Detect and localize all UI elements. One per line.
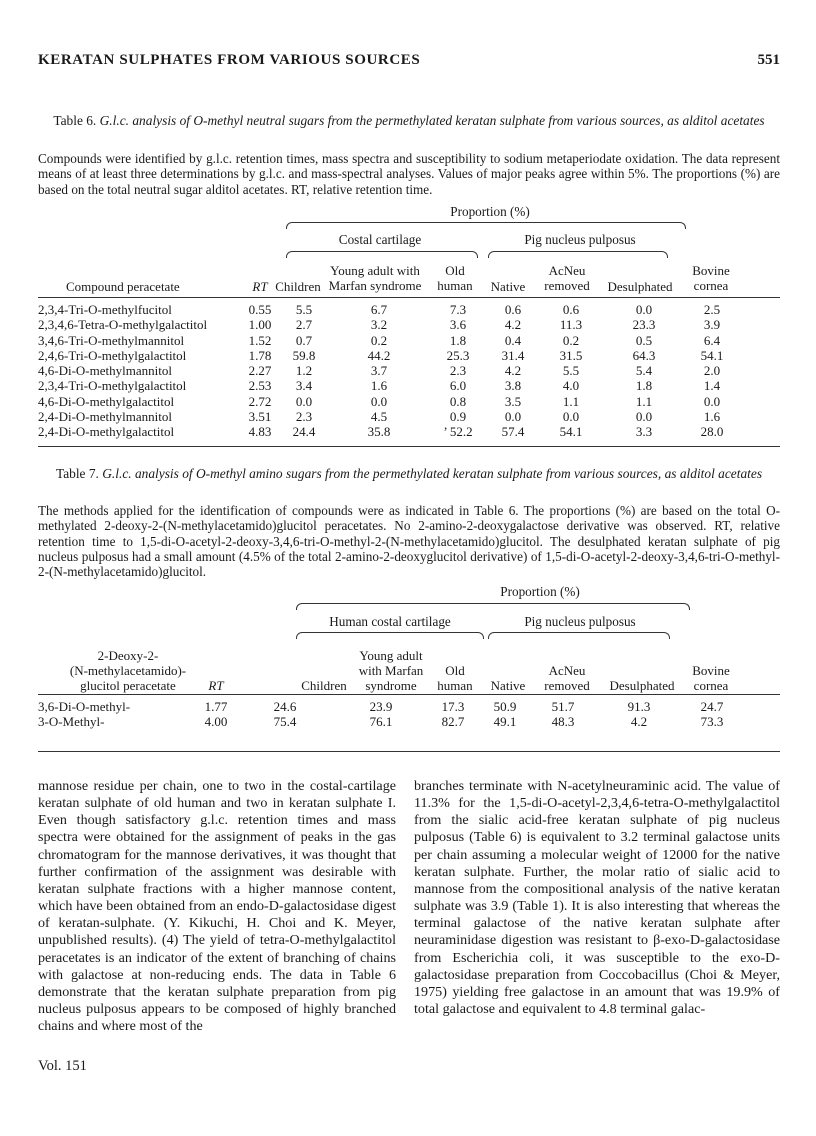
table6-col-desulphated: Desulphated xyxy=(607,279,673,294)
table7-bottom-rule xyxy=(38,751,780,752)
table7-label: Table 7. xyxy=(55,466,99,481)
table7-col-compound xyxy=(38,648,218,693)
table6-value-cell: 3.7 xyxy=(370,363,388,379)
table7-col-young-line2: with Marfan xyxy=(358,663,424,678)
page-number: 551 xyxy=(757,52,780,68)
table7-col-bovine-line2: cornea xyxy=(693,678,729,693)
table6-value-cell: 3.4 xyxy=(295,378,313,394)
table7-col-compound-line2: (N-methylacetamido)- xyxy=(69,663,187,678)
table6-value-cell: 0.5 xyxy=(635,332,653,348)
table6-row xyxy=(38,363,738,378)
table6-value-cell: 28.0 xyxy=(700,424,724,440)
table7-caption xyxy=(38,466,780,481)
table7-value-cell: 49.1 xyxy=(493,714,517,730)
table6-compound-cell: 2,4-Di-O-methylmannitol xyxy=(38,409,172,425)
table6-value-cell: 4.2 xyxy=(504,317,522,333)
table6-group-pig: Pig nucleus pulposus xyxy=(524,232,636,247)
table6-value-cell: 0.6 xyxy=(562,302,580,317)
table6-value-cell: 5.5 xyxy=(295,302,313,317)
table7-col-old-line1: Old xyxy=(445,663,465,678)
table6-value-cell: 1.4 xyxy=(703,378,721,394)
table6-value-cell: 2.3 xyxy=(449,363,467,379)
table6-body xyxy=(38,302,738,440)
table7-value-cell: 1.77 xyxy=(204,699,228,714)
table7-value-cell: 73.3 xyxy=(700,714,724,730)
table6-proportion-header: Proportion (%) xyxy=(450,204,530,219)
table6-value-cell: 4.83 xyxy=(248,424,272,440)
table7-row xyxy=(38,699,740,714)
table6-compound-cell: 2,3,4-Tri-O-methylfucitol xyxy=(38,302,172,317)
table6-value-cell: 2.7 xyxy=(295,317,313,333)
table6-col-children: Children xyxy=(275,279,321,294)
table6-value-cell: 54.1 xyxy=(700,347,724,363)
table6-value-cell: 23.3 xyxy=(632,317,656,333)
table6-value-cell: 0.0 xyxy=(295,393,313,409)
table6-value-cell: 1.78 xyxy=(248,347,272,363)
table6-compound-cell: 2,3,4,6-Tetra-O-methylgalactitol xyxy=(38,317,208,333)
table6-value-cell: 3.3 xyxy=(635,424,653,440)
table6-value-cell: 7.3 xyxy=(449,302,467,317)
table6-value-cell: 1.1 xyxy=(635,393,653,409)
table7-group-costal: Human costal cartilage xyxy=(329,614,451,629)
table7-body xyxy=(38,699,740,730)
table6-pig-brace xyxy=(488,251,668,258)
table6-row xyxy=(38,317,738,332)
table6-col-bovine-line2: cornea xyxy=(693,278,729,293)
table7-header-rule xyxy=(38,694,780,695)
table6-group-costal: Costal cartilage xyxy=(338,232,422,247)
table6-value-cell: 35.8 xyxy=(367,424,391,440)
table6-value-cell: 64.3 xyxy=(632,347,656,363)
table6-value-cell: 0.2 xyxy=(562,332,580,348)
table7-col-young-adult xyxy=(350,648,432,693)
table6-note: Compounds were identified by g.l.c. retention times, mass spectra and susceptibility to sodium metaperiodate oxidation. The data represent means of at least three determinations by g.l.c. and mass-spectral analyses. Values of major peaks agree within 5%. The proportions (%) are based on the total neutral sugar alditol acetates. RT, relative retention time. xyxy=(38,151,780,197)
table6-value-cell: 3.9 xyxy=(703,317,721,333)
table6-value-cell: 0.0 xyxy=(703,393,721,409)
table6-value-cell: 0.6 xyxy=(504,302,522,317)
table6-header-rule xyxy=(38,297,780,298)
table6-value-cell: 11.3 xyxy=(559,317,583,333)
table6-value-cell: 0.0 xyxy=(370,393,388,409)
table6-value-cell: 3.5 xyxy=(504,393,522,409)
table6-value-cell: 0.8 xyxy=(449,393,467,409)
table6-compound-cell: 4,6-Di-O-methylgalactitol xyxy=(38,393,175,409)
table6-row xyxy=(38,302,738,317)
table6-col-acneu xyxy=(536,263,598,293)
table6-value-cell: 0.0 xyxy=(635,409,653,425)
table7-col-compound-line1: 2-Deoxy-2- xyxy=(97,648,159,663)
table7-col-compound-line3: glucitol peracetate xyxy=(80,678,176,693)
table6-label: Table 6. xyxy=(53,113,97,128)
table7-pig-brace xyxy=(488,632,670,639)
table6-value-cell: 59.8 xyxy=(292,347,316,363)
table6-value-cell: 4.2 xyxy=(504,363,522,379)
table6-value-cell: 1.52 xyxy=(248,332,272,348)
table6-value-cell: ’ 52.2 xyxy=(443,424,473,440)
table6-compound-cell: 4,6-Di-O-methylmannitol xyxy=(38,363,172,379)
table7-row xyxy=(38,714,740,729)
body-left-column: mannose residue per chain, one to two in the costal-cartilage keratan sulphate of old human and two in keratan sulphate I. Even though satisfactory g.l.c. retention times and mass spectra were obtained for the assignment of peaks in the gas chromatogram for the mannose derivatives, it was thought that further confirmation of the assignment was desirable with keratan sulphate fractions with a higher mannose content, which have been obtained from an endo-D-galactosidase digest of keratan-sulphate. (Y. Kikuchi, H. Choi and K. Meyer, unpublished results). (4) The yield of tetra-O-methylgalactitol peracetates is an indicator of the extent of branching of chains with galactose at non-reducing ends. The data in Table 6 demonstrate that the keratan sulphate preparation from pig nucleus pulposus appears to be composed of highly branched chains and where most of the xyxy=(38,778,396,1035)
table6-col-young-adult xyxy=(320,263,430,293)
table6-bottom-rule xyxy=(38,446,780,447)
table6-value-cell: 6.7 xyxy=(370,302,388,317)
table6-col-old xyxy=(432,263,478,293)
table6-value-cell: 5.5 xyxy=(562,363,580,379)
table6-value-cell: 44.2 xyxy=(367,347,391,363)
table7-col-acneu-line1: AcNeu xyxy=(548,663,586,678)
table7-col-old xyxy=(432,663,478,693)
table7-col-acneu-line2: removed xyxy=(544,678,590,693)
table7-compound-cell: 3,6-Di-O-methyl- xyxy=(38,699,131,714)
table6-value-cell: 2.5 xyxy=(703,302,721,317)
table7-col-acneu xyxy=(536,663,598,693)
table6-costal-brace xyxy=(286,251,478,258)
table6-col-bovine-line1: Bovine xyxy=(692,263,730,278)
table6-value-cell: 1.6 xyxy=(703,409,721,425)
table7-title: G.l.c. analysis of O-methyl amino sugars from the permethylated keratan sulphate from various sources, as alditol acetates xyxy=(102,466,763,481)
table6-compound-cell: 2,4,6-Tri-O-methylgalactitol xyxy=(38,347,187,363)
table7-col-young-line1: Young adult xyxy=(359,648,423,663)
table7-note: The methods applied for the identification of compounds were as indicated in Table 6. The proportions (%) are based on the total O-methylated 2-deoxy-2-(N-methylacetamido)glucitol peracetates. No 2-amino-2-deoxygalactose derivative was observed. RT, relative retention time to 1,5-di-O-acetyl-2-deoxy-3,4,6-tri-O-methyl-2-(N-methylacetamido)glucitol. The desulphated keratan sulphate of pig nucleus pulposus had a small amount (4.5% of the total 2-amino-2-deoxyglucitol derivative) of 1,5-di-O-acetyl-2-deoxy-3,4,6-tri-O-methyl-2-(N-methylacetamido)glucitol. xyxy=(38,503,780,580)
table6-value-cell: 0.0 xyxy=(504,409,522,425)
volume-footer: Vol. 151 xyxy=(38,1058,87,1074)
table6-value-cell: 0.7 xyxy=(295,332,313,348)
table7-value-cell: 24.6 xyxy=(273,699,297,714)
table6-value-cell: 57.4 xyxy=(501,424,525,440)
table6-value-cell: 3.51 xyxy=(248,409,272,425)
table6-value-cell: 54.1 xyxy=(559,424,583,440)
table7-col-old-line2: human xyxy=(437,678,473,693)
table6-value-cell: 4.5 xyxy=(370,409,388,425)
table6-value-cell: 1.1 xyxy=(562,393,580,409)
table6-value-cell: 24.4 xyxy=(292,424,316,440)
table6-row xyxy=(38,409,738,424)
table6-col-old-line2: human xyxy=(437,278,473,293)
table6-value-cell: 6.4 xyxy=(703,332,721,348)
table6-col-young-adult-line1: Young adult with xyxy=(330,263,420,278)
table6-col-rt: RT xyxy=(252,279,268,294)
table6-col-acneu-line2: removed xyxy=(544,278,590,293)
table6-row xyxy=(38,378,738,393)
table6-value-cell: 6.0 xyxy=(449,378,467,394)
table7-value-cell: 4.00 xyxy=(204,714,228,730)
table6-value-cell: 0.55 xyxy=(248,302,272,317)
table7-value-cell: 48.3 xyxy=(551,714,575,730)
table7-proportion-brace xyxy=(296,603,690,610)
table6-col-old-line1: Old xyxy=(445,263,465,278)
table7-col-desulphated: Desulphated xyxy=(609,678,675,693)
table6-value-cell: 25.3 xyxy=(446,347,470,363)
table6-value-cell: 2.0 xyxy=(703,363,721,379)
table7-value-cell: 76.1 xyxy=(369,714,393,730)
table7-value-cell: 91.3 xyxy=(627,699,651,714)
table7-value-cell: 51.7 xyxy=(551,699,575,714)
table6-value-cell: 31.5 xyxy=(559,347,583,363)
table7-value-cell: 4.2 xyxy=(630,714,648,730)
table6-proportion-brace xyxy=(286,222,686,229)
table6-title: G.l.c. analysis of O-methyl neutral sugars from the permethylated keratan sulphate from various sources, as alditol acetates xyxy=(99,113,765,128)
table6-value-cell: 31.4 xyxy=(501,347,525,363)
table7-value-cell: 24.7 xyxy=(700,699,724,714)
table6-value-cell: 0.9 xyxy=(449,409,467,425)
table7-col-native: Native xyxy=(490,678,526,693)
table7-col-rt: RT xyxy=(208,678,224,693)
table6-row xyxy=(38,394,738,409)
table7-value-cell: 23.9 xyxy=(369,699,393,714)
table6-col-young-adult-line2: Marfan syndrome xyxy=(328,278,422,293)
table7-col-children: Children xyxy=(301,678,347,693)
table6-col-acneu-line1: AcNeu xyxy=(548,263,586,278)
table6-value-cell: 1.8 xyxy=(449,332,467,348)
table7-value-cell: 75.4 xyxy=(273,714,297,730)
table6-value-cell: 0.4 xyxy=(504,332,522,348)
table6-row xyxy=(38,348,738,363)
table6-value-cell: 2.3 xyxy=(295,409,313,425)
table6-caption xyxy=(38,113,780,128)
table6-value-cell: 3.2 xyxy=(370,317,388,333)
running-head-title: KERATAN SULPHATES FROM VARIOUS SOURCES xyxy=(38,52,421,68)
table6-value-cell: 2.27 xyxy=(248,363,272,379)
table6-value-cell: 1.2 xyxy=(295,363,313,379)
table7-value-cell: 82.7 xyxy=(441,714,465,730)
table6-value-cell: 3.8 xyxy=(504,378,522,394)
table6-row xyxy=(38,333,738,348)
table6-value-cell: 5.4 xyxy=(635,363,653,379)
table6-value-cell: 2.72 xyxy=(248,393,272,409)
table7-col-young-line3: syndrome xyxy=(365,678,417,693)
table6-value-cell: 0.0 xyxy=(562,409,580,425)
table6-col-bovine xyxy=(684,263,738,293)
table6-value-cell: 3.6 xyxy=(449,317,467,333)
table6-value-cell: 1.8 xyxy=(635,378,653,394)
table6-value-cell: 0.0 xyxy=(635,302,653,317)
table7-col-bovine-line1: Bovine xyxy=(692,663,730,678)
table6-value-cell: 4.0 xyxy=(562,378,580,394)
table6-row xyxy=(38,424,738,439)
table7-compound-cell: 3-O-Methyl- xyxy=(38,714,105,730)
table7-value-cell: 17.3 xyxy=(441,699,465,714)
table6-compound-cell: 3,4,6-Tri-O-methylmannitol xyxy=(38,332,185,348)
table6-col-native: Native xyxy=(490,279,526,294)
table7-costal-brace xyxy=(296,632,484,639)
table6-compound-cell: 2,3,4-Tri-O-methylgalactitol xyxy=(38,378,187,394)
table6-compound-cell: 2,4-Di-O-methylgalactitol xyxy=(38,424,175,440)
table6-value-cell: 0.2 xyxy=(370,332,388,348)
table6-col-compound: Compound peracetate xyxy=(66,279,180,294)
body-right-column: branches terminate with N-acetylneuraminic acid. The value of 11.3% for the 1,5-di-O-acetyl-2,3,4,6-tetra-O-methylgalactitol from the sialic acid-free keratan sulphate of pig nucleus pulposus (Table 6) is equivalent to 3.2 terminal galactose units per chain assuming a molecular weight of 12000 for the native keratan sulphate. Further, the molar ratio of sialic acid to mannose from the compositional analysis of the native keratan sulphate was 3.9 (Table 1). It is also interesting that whereas the terminal galactose of the native keratan sulphate after neuraminidase digestion was resistant to β-exo-D-galactosidase from Escherichia coli, it was susceptible to the exo-D-galactosidase preparation from Coccobacillus (Choi & Meyer, 1975) yielding free galactose in an amount that was 19.9% of total galactose and equivalent to 4.8 terminal galac- xyxy=(414,778,780,1018)
table6-value-cell: 1.6 xyxy=(370,378,388,394)
table7-value-cell: 50.9 xyxy=(493,699,517,714)
table7-group-pig: Pig nucleus pulposus xyxy=(524,614,636,629)
running-head xyxy=(38,52,780,72)
table7-proportion-header: Proportion (%) xyxy=(500,584,580,599)
table7-col-bovine xyxy=(684,663,738,693)
table6-value-cell: 2.53 xyxy=(248,378,272,394)
table6-value-cell: 1.00 xyxy=(248,317,272,333)
